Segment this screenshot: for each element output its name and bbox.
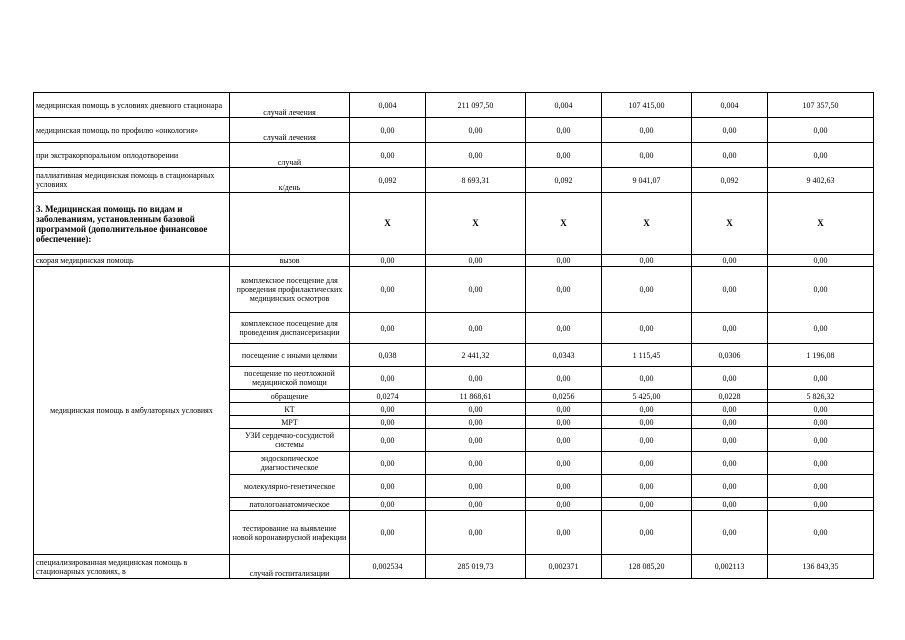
x-mark-cell: X (350, 193, 426, 255)
value-cell: 0,00 (526, 367, 602, 390)
value-cell: 0,00 (692, 452, 768, 475)
section-header-row (34, 193, 874, 255)
value-cell: 0,00 (426, 267, 526, 313)
value-cell: 0,00 (692, 475, 768, 498)
value-cell: 0,00 (692, 267, 768, 313)
value-cell: 0,092 (526, 168, 602, 193)
unit-cell: эндоскопическое диагностическое (230, 452, 350, 475)
unit-cell: комплексное посещение для проведения диспансеризации (230, 313, 350, 344)
value-cell: 0,00 (692, 367, 768, 390)
value-cell: 0,00 (768, 452, 874, 475)
unit-cell: МРТ (230, 416, 350, 429)
value-cell: 0,00 (692, 416, 768, 429)
value-cell: 0,0343 (526, 344, 602, 367)
value-cell: 0,002534 (350, 555, 426, 579)
section-title: 3. Медицинская помощь по видам и заболеваниям, установленным базовой программой (дополнительное финансовое обеспечение): (34, 193, 230, 255)
value-cell: 211 097,50 (426, 93, 526, 118)
value-cell: 5 826,32 (768, 390, 874, 403)
row-label: при экстракорпоральном оплодотворении (34, 143, 230, 168)
value-cell: 0,00 (768, 429, 874, 452)
value-cell: 0,00 (692, 118, 768, 143)
value-cell: 0,00 (526, 255, 602, 267)
value-cell: 0,00 (350, 313, 426, 344)
value-cell: 8 693,31 (426, 168, 526, 193)
value-cell: 0,002113 (692, 555, 768, 579)
value-cell: 0,00 (526, 498, 602, 511)
value-cell: 0,00 (602, 429, 692, 452)
value-cell: 0,00 (602, 416, 692, 429)
financing-table (33, 92, 874, 579)
value-cell: 0,00 (426, 511, 526, 555)
value-cell: 0,038 (350, 344, 426, 367)
value-cell: 0,00 (768, 511, 874, 555)
value-cell: 0,00 (426, 475, 526, 498)
value-cell: 0,00 (350, 403, 426, 416)
unit-cell: патологоанатомическое (230, 498, 350, 511)
financing-table-page (33, 92, 873, 579)
unit-cell: случай лечения (230, 93, 350, 118)
value-cell: 0,00 (602, 143, 692, 168)
value-cell: 107 357,50 (768, 93, 874, 118)
value-cell: 0,00 (692, 255, 768, 267)
unit-cell: комплексное посещение для проведения профилактических медицинских осмотров (230, 267, 350, 313)
value-cell: 0,00 (602, 267, 692, 313)
value-cell: 1 115,45 (602, 344, 692, 367)
unit-cell: к/день (230, 168, 350, 193)
value-cell: 0,00 (526, 452, 602, 475)
unit-cell: обращение (230, 390, 350, 403)
value-cell: 0,00 (526, 118, 602, 143)
value-cell: 0,0306 (692, 344, 768, 367)
value-cell: 2 441,32 (426, 344, 526, 367)
value-cell: 0,004 (526, 93, 602, 118)
value-cell: 0,00 (602, 403, 692, 416)
row-label: медицинская помощь по профилю «онкология» (34, 118, 230, 143)
value-cell: 0,0228 (692, 390, 768, 403)
value-cell: 0,00 (692, 143, 768, 168)
value-cell: 0,00 (692, 498, 768, 511)
value-cell: 0,00 (526, 511, 602, 555)
value-cell: 0,00 (768, 267, 874, 313)
value-cell: 0,00 (602, 452, 692, 475)
value-cell: 0,00 (602, 475, 692, 498)
value-cell: 0,092 (350, 168, 426, 193)
table-row (34, 93, 874, 118)
value-cell: 1 196,08 (768, 344, 874, 367)
value-cell: 0,00 (768, 313, 874, 344)
value-cell: 0,00 (768, 498, 874, 511)
value-cell: 0,00 (602, 313, 692, 344)
value-cell: 11 868,61 (426, 390, 526, 403)
value-cell: 0,00 (692, 313, 768, 344)
value-cell: 0,00 (350, 498, 426, 511)
value-cell: 0,0256 (526, 390, 602, 403)
value-cell: 0,00 (768, 367, 874, 390)
value-cell: 0,00 (602, 255, 692, 267)
value-cell: 0,00 (526, 267, 602, 313)
ambulatory-label: медицинская помощь в амбулаторных условиях (34, 267, 230, 555)
value-cell: 0,00 (768, 403, 874, 416)
table-row (34, 255, 874, 267)
value-cell: 0,00 (426, 143, 526, 168)
row-label: медицинская помощь в условиях дневного стационара (34, 93, 230, 118)
table-row (34, 118, 874, 143)
value-cell: 0,00 (350, 429, 426, 452)
value-cell: 0,00 (426, 367, 526, 390)
value-cell: 128 085,20 (602, 555, 692, 579)
unit-cell: УЗИ сердечно-сосудистой системы (230, 429, 350, 452)
table-row (34, 143, 874, 168)
x-mark-cell: X (768, 193, 874, 255)
value-cell: 9 402,63 (768, 168, 874, 193)
unit-cell: посещение с иными целями (230, 344, 350, 367)
value-cell: 0,00 (768, 255, 874, 267)
value-cell: 0,00 (350, 475, 426, 498)
value-cell: 5 425,00 (602, 390, 692, 403)
value-cell: 0,00 (768, 416, 874, 429)
value-cell: 0,00 (692, 429, 768, 452)
value-cell: 0,00 (350, 367, 426, 390)
value-cell: 0,00 (426, 118, 526, 143)
value-cell: 0,00 (426, 498, 526, 511)
value-cell: 0,004 (692, 93, 768, 118)
value-cell: 0,00 (350, 143, 426, 168)
value-cell: 136 843,35 (768, 555, 874, 579)
value-cell: 0,00 (426, 255, 526, 267)
unit-cell: молекулярно-генетическое (230, 475, 350, 498)
value-cell: 0,00 (692, 511, 768, 555)
value-cell: 0,00 (350, 416, 426, 429)
table-row (34, 555, 874, 579)
value-cell: 0,004 (350, 93, 426, 118)
value-cell: 285 019,73 (426, 555, 526, 579)
value-cell: 0,00 (768, 118, 874, 143)
value-cell: 0,00 (426, 452, 526, 475)
value-cell: 0,00 (426, 429, 526, 452)
x-mark-cell: X (426, 193, 526, 255)
value-cell: 0,00 (526, 403, 602, 416)
value-cell: 0,00 (602, 498, 692, 511)
value-cell: 0,0274 (350, 390, 426, 403)
unit-cell: случай лечения (230, 118, 350, 143)
row-label: скорая медицинская помощь (34, 255, 230, 267)
value-cell: 0,00 (526, 416, 602, 429)
unit-cell: вызов (230, 255, 350, 267)
value-cell: 0,00 (602, 118, 692, 143)
value-cell: 0,00 (768, 475, 874, 498)
x-mark-cell: X (602, 193, 692, 255)
unit-cell: тестирование на выявление новой коронавирусной инфекции (230, 511, 350, 555)
row-label: паллиативная медицинская помощь в стационарных условиях (34, 168, 230, 193)
unit-cell: случай (230, 143, 350, 168)
value-cell: 0,00 (426, 416, 526, 429)
value-cell: 0,00 (768, 143, 874, 168)
value-cell: 0,00 (526, 143, 602, 168)
value-cell: 0,00 (526, 475, 602, 498)
value-cell: 0,00 (526, 429, 602, 452)
unit-cell: случай госпитализации (230, 555, 350, 579)
value-cell: 0,092 (692, 168, 768, 193)
value-cell: 0,00 (426, 403, 526, 416)
x-mark-cell: X (692, 193, 768, 255)
value-cell: 0,00 (350, 255, 426, 267)
unit-cell (230, 193, 350, 255)
value-cell: 0,00 (350, 511, 426, 555)
value-cell: 0,00 (350, 267, 426, 313)
x-mark-cell: X (526, 193, 602, 255)
value-cell: 0,00 (692, 403, 768, 416)
value-cell: 107 415,00 (602, 93, 692, 118)
value-cell: 0,00 (426, 313, 526, 344)
row-label: специализированная медицинская помощь в стационарных условиях, в (34, 555, 230, 579)
ambulatory-row (34, 267, 874, 313)
value-cell: 0,00 (350, 118, 426, 143)
unit-cell: посещение по неотложной медицинской помощи (230, 367, 350, 390)
table-row (34, 168, 874, 193)
unit-cell: КТ (230, 403, 350, 416)
value-cell: 0,00 (526, 313, 602, 344)
value-cell: 9 041,07 (602, 168, 692, 193)
value-cell: 0,00 (602, 511, 692, 555)
value-cell: 0,00 (602, 367, 692, 390)
value-cell: 0,00 (350, 452, 426, 475)
value-cell: 0,002371 (526, 555, 602, 579)
